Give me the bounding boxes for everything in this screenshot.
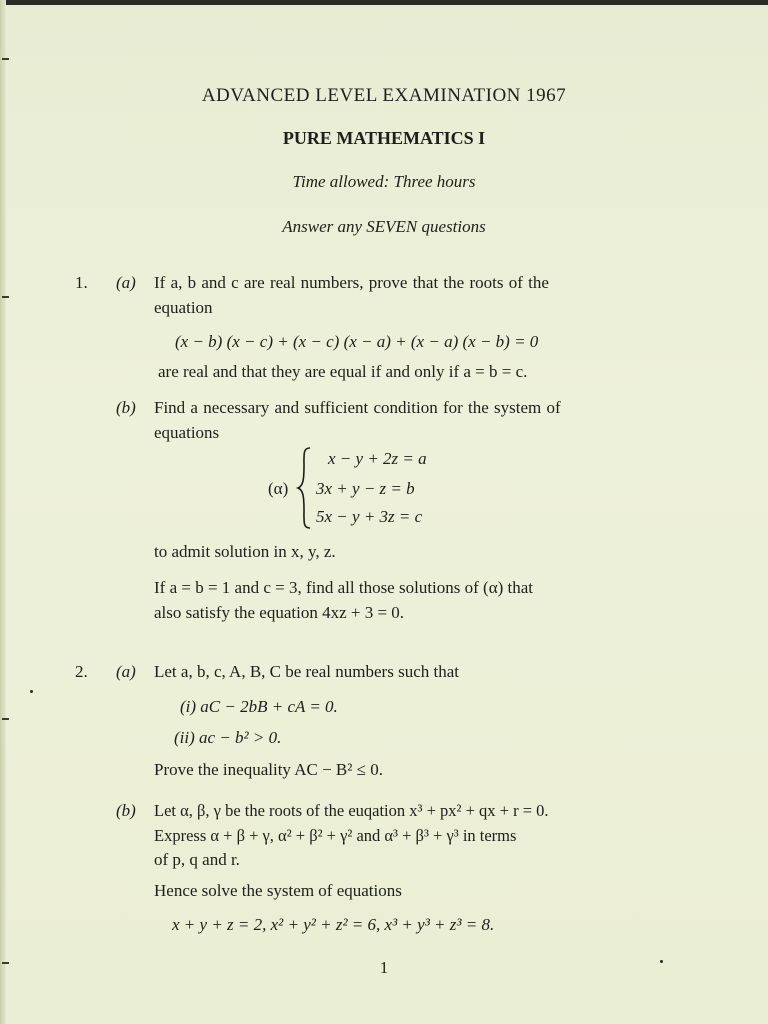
q1b-line3: to admit solution in x, y, z. <box>154 542 336 561</box>
margin-tick <box>2 58 9 60</box>
exam-title: ADVANCED LEVEL EXAMINATION 1967 <box>201 85 567 106</box>
q2b-line4: Hence solve the system of equations <box>154 881 402 900</box>
part-label: (b) <box>116 398 136 417</box>
q1b-line5: also satisfy the equation 4xz + 3 = 0. <box>154 603 405 622</box>
q2a-condition-2: (ii) ac − b² > 0. <box>174 728 282 747</box>
q2b-line2: Express α + β + γ, α² + β² + γ² and α³ + β³ + γ³ in terms <box>154 826 517 845</box>
speck <box>30 690 33 693</box>
part-label: (a) <box>116 273 136 292</box>
margin-tick <box>2 718 9 720</box>
q1b-line1: Find a necessary and sufficient condition for the system of <box>154 398 561 417</box>
margin-tick <box>2 296 9 298</box>
brace-icon <box>296 446 312 530</box>
speck <box>660 960 663 963</box>
question-number: 1. <box>75 273 88 292</box>
q2a-line2: Prove the inequality AC − B² ≤ 0. <box>154 760 383 779</box>
q2a-condition-1: (i) aC − 2bB + cA = 0. <box>180 697 338 716</box>
q2b-equation: x + y + z = 2, x² + y² + z² = 6, x³ + y³ + z³ = 8. <box>172 915 495 934</box>
question-number: 2. <box>75 662 88 681</box>
top-edge <box>0 0 768 5</box>
q1b-line2: equations <box>154 423 220 442</box>
system-eq-3: 5x − y + 3z = c <box>316 507 423 526</box>
left-edge <box>0 0 6 1024</box>
system-label: (α) <box>268 479 289 498</box>
system-eq-2: 3x + y − z = b <box>316 479 415 498</box>
part-label: (a) <box>116 662 136 681</box>
q2a-line1: Let a, b, c, A, B, C be real numbers such that <box>154 662 459 681</box>
q1a-line1: If a, b and c are real numbers, prove that the roots of the <box>154 273 549 292</box>
q1b-line4: If a = b = 1 and c = 3, find all those solutions of (α) that <box>154 578 534 597</box>
system-eq-1: x − y + 2z = a <box>328 449 427 468</box>
q1a-line3: are real and that they are equal if and only if a = b = c. <box>158 362 528 381</box>
q2b-line1: Let α, β, γ be the roots of the euqation x³ + px² + qx + r = 0. <box>154 801 549 820</box>
q2b-line3: of p, q and r. <box>154 850 240 869</box>
instruction: Answer any SEVEN questions <box>282 217 486 236</box>
part-label: (b) <box>116 801 136 820</box>
q1a-equation: (x − b) (x − c) + (x − c) (x − a) + (x − a) (x − b) = 0 <box>175 332 539 351</box>
page-number: 1 <box>379 958 389 977</box>
time-allowed: Time allowed: Three hours <box>292 172 476 191</box>
exam-subtitle: PURE MATHEMATICS I <box>282 128 486 148</box>
q1a-line2: equation <box>154 298 213 317</box>
